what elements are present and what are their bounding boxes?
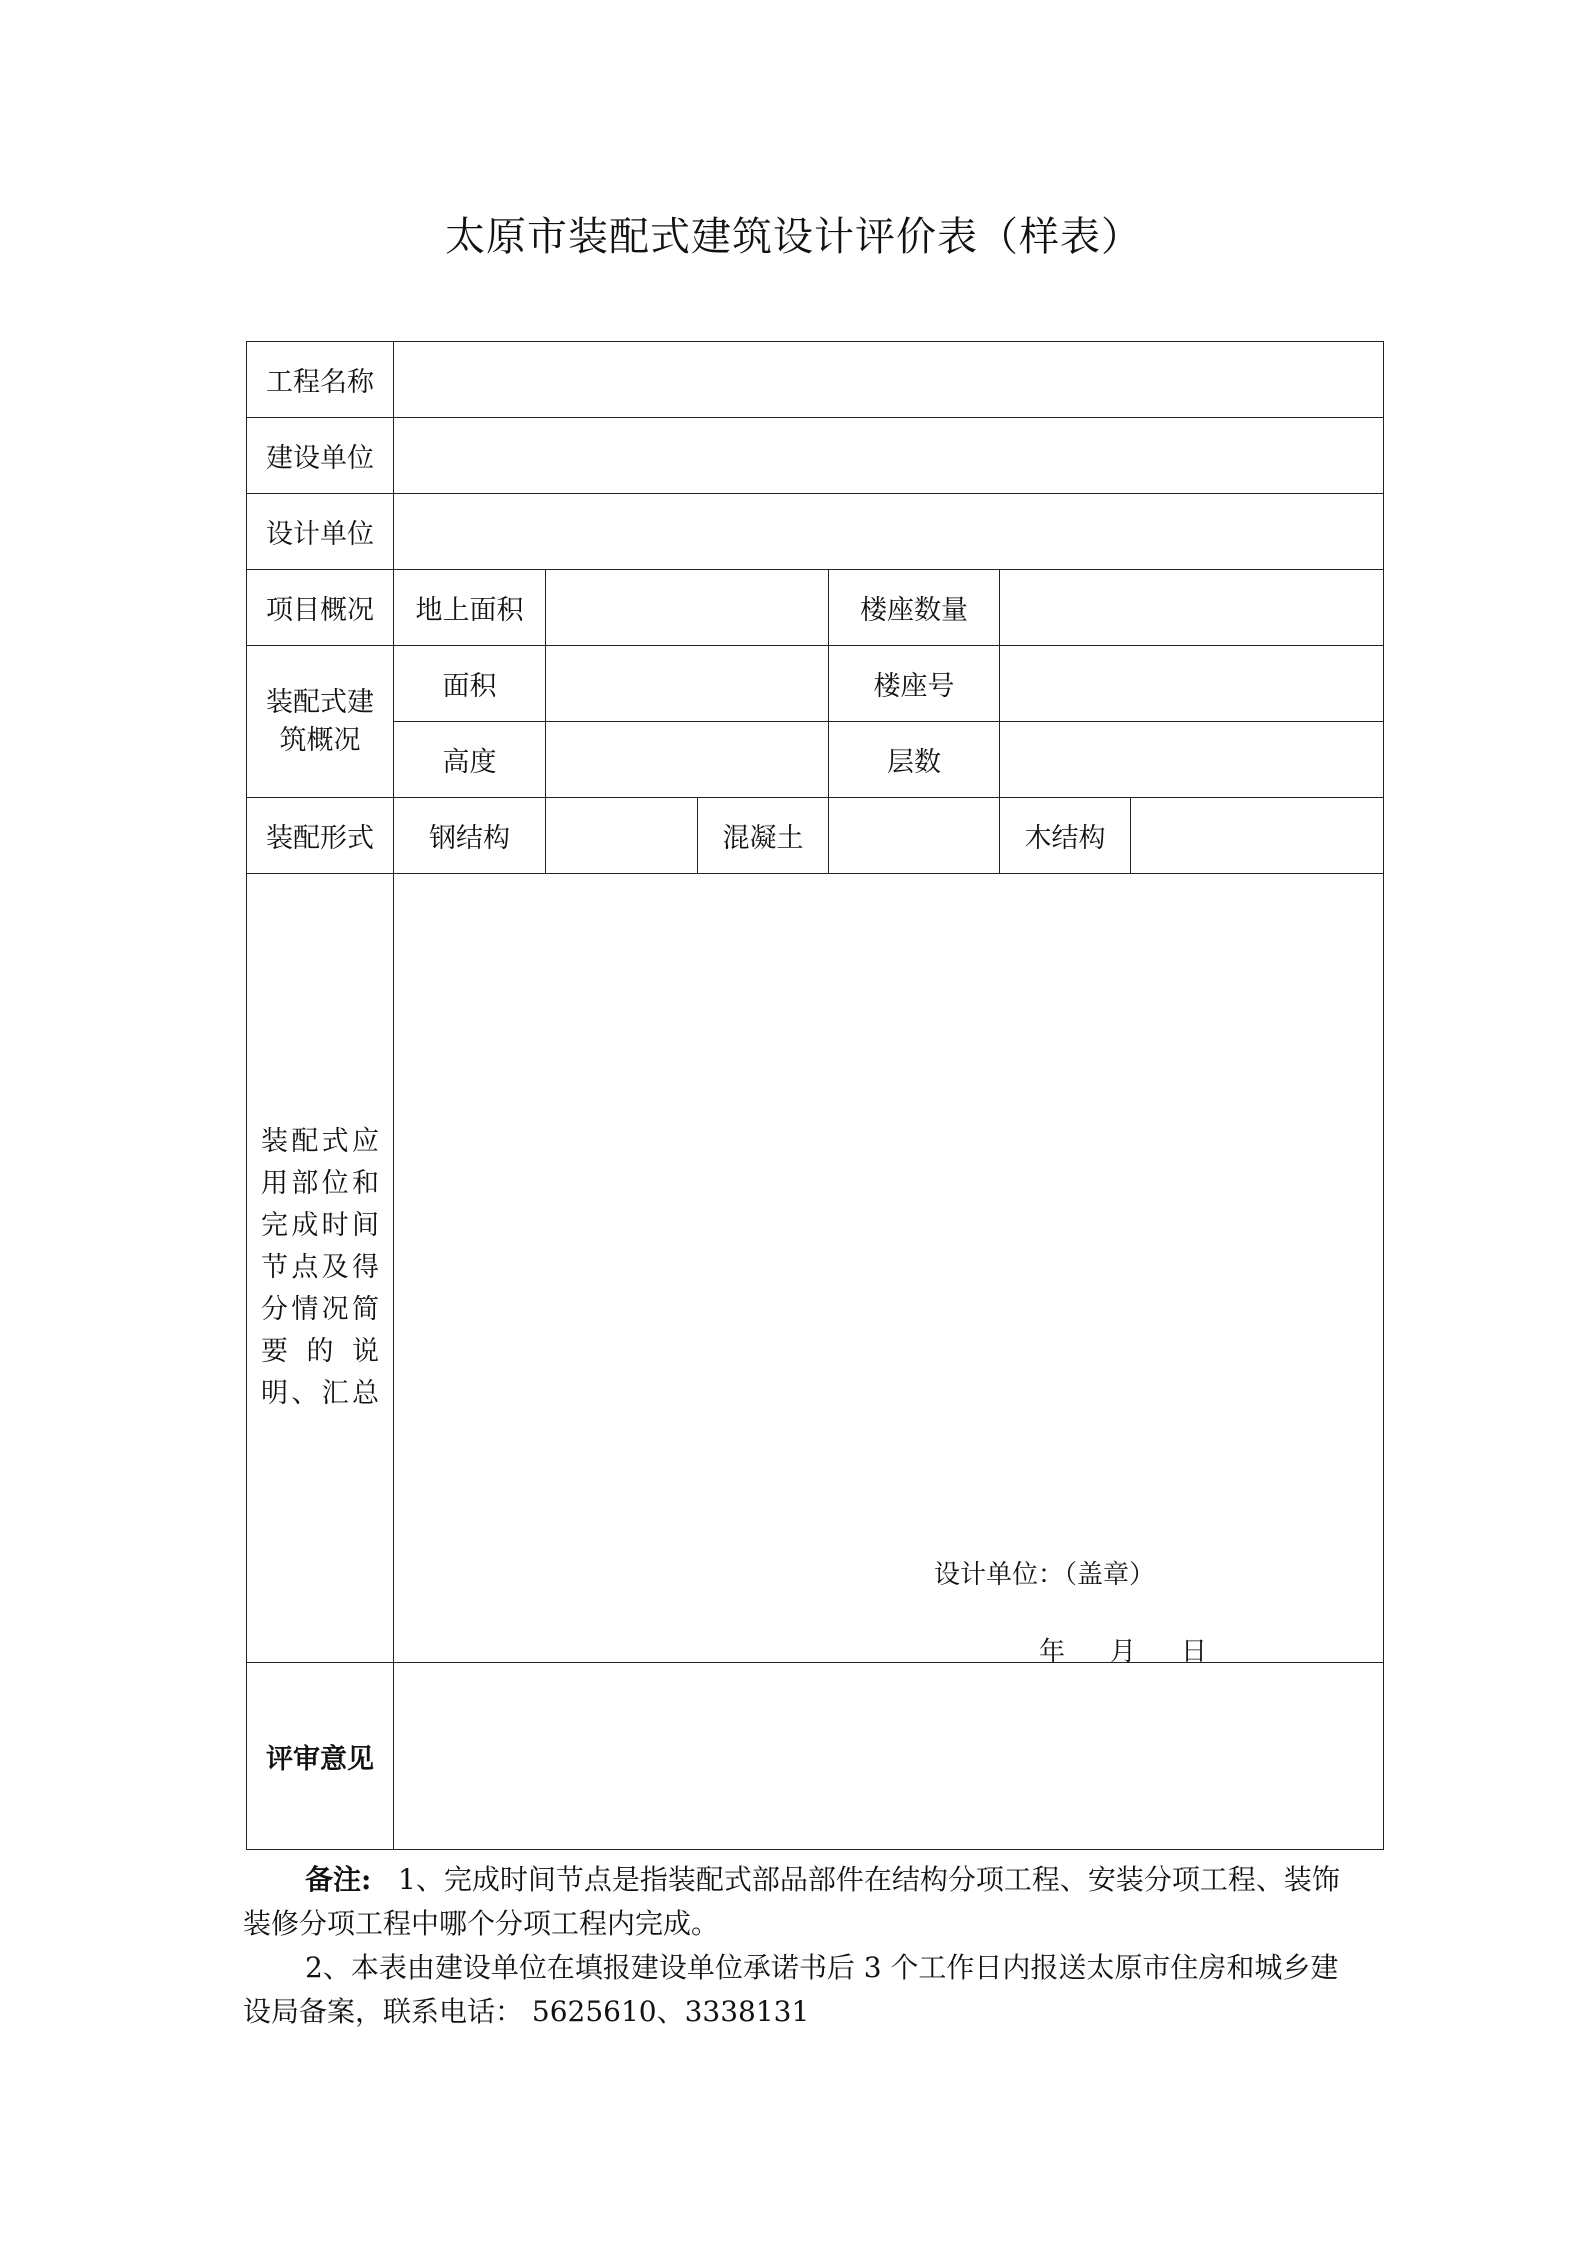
application-line-7: 明、汇总 — [261, 1378, 379, 1409]
row-prefab-height — [247, 722, 1384, 798]
seal-label: 设计单位：（盖章） — [934, 1560, 1156, 1590]
input-height[interactable] — [546, 722, 829, 798]
label-builder: 建设单位 — [247, 418, 394, 494]
row-overview — [247, 570, 1384, 646]
label-project-name: 工程名称 — [247, 342, 394, 418]
input-steel[interactable] — [546, 798, 698, 874]
label-floors: 层数 — [829, 722, 1000, 798]
label-prefab-overview-text: 装配式建筑概况 — [266, 686, 374, 756]
evaluation-form-table — [246, 341, 1384, 1850]
input-project-name[interactable] — [394, 342, 1384, 418]
input-review[interactable] — [394, 1663, 1384, 1850]
row-designer — [247, 494, 1384, 570]
input-builder[interactable] — [394, 418, 1384, 494]
row-project-name — [247, 342, 1384, 418]
page-title: 太原市装配式建筑设计评价表（样表） — [445, 214, 1142, 260]
input-application-desc[interactable] — [394, 874, 1384, 1667]
label-prefab-overview — [247, 646, 394, 798]
label-building-count: 楼座数量 — [829, 570, 1000, 646]
input-wood[interactable] — [1131, 798, 1384, 874]
application-line-3: 完成时间 — [261, 1210, 379, 1241]
input-area[interactable] — [546, 646, 829, 722]
label-above-ground-area: 地上面积 — [394, 570, 546, 646]
input-floors[interactable] — [1000, 722, 1384, 798]
notes — [243, 1858, 1353, 2034]
row-application — [247, 874, 1384, 1663]
label-steel: 钢结构 — [394, 798, 546, 874]
date-day: 日 — [1181, 1637, 1208, 1667]
row-prefab-area — [247, 646, 1384, 722]
label-overview: 项目概况 — [247, 570, 394, 646]
input-building-no[interactable] — [1000, 646, 1384, 722]
input-designer[interactable] — [394, 494, 1384, 570]
label-height: 高度 — [394, 722, 546, 798]
application-line-5: 分情况简 — [261, 1294, 379, 1325]
row-builder — [247, 418, 1384, 494]
application-line-6: 要 的 说 — [261, 1336, 379, 1367]
note-2: 2、本表由建设单位在填报建设单位承诺书后 3 个工作日内报送太原市住房和城乡建设局备案，联系电话： 5625610、3338131 — [243, 1951, 1339, 2028]
label-designer: 设计单位 — [247, 494, 394, 570]
label-concrete: 混凝土 — [698, 798, 829, 874]
date-year: 年 — [1039, 1637, 1066, 1667]
date-month: 月 — [1110, 1637, 1137, 1667]
label-building-no: 楼座号 — [829, 646, 1000, 722]
note-1: 1、完成时间节点是指装配式部品部件在结构分项工程、安装分项工程、装饰装修分项工程中哪个分项工程内完成。 — [243, 1863, 1340, 1940]
label-application-desc — [247, 874, 394, 1663]
application-line-4: 节点及得 — [261, 1252, 379, 1283]
row-review — [247, 1663, 1384, 1850]
label-review: 评审意见 — [247, 1663, 394, 1850]
notes-label: 备注: — [305, 1863, 372, 1896]
label-wood: 木结构 — [1000, 798, 1131, 874]
application-line-1: 装配式应 — [261, 1126, 379, 1157]
label-prefab-form: 装配形式 — [247, 798, 394, 874]
application-line-2: 用部位和 — [261, 1168, 379, 1199]
row-prefab-form — [247, 798, 1384, 874]
input-building-count[interactable] — [1000, 570, 1384, 646]
label-area: 面积 — [394, 646, 546, 722]
input-concrete[interactable] — [829, 798, 1000, 874]
date-line — [1039, 1631, 1207, 1668]
input-above-ground-area[interactable] — [546, 570, 829, 646]
